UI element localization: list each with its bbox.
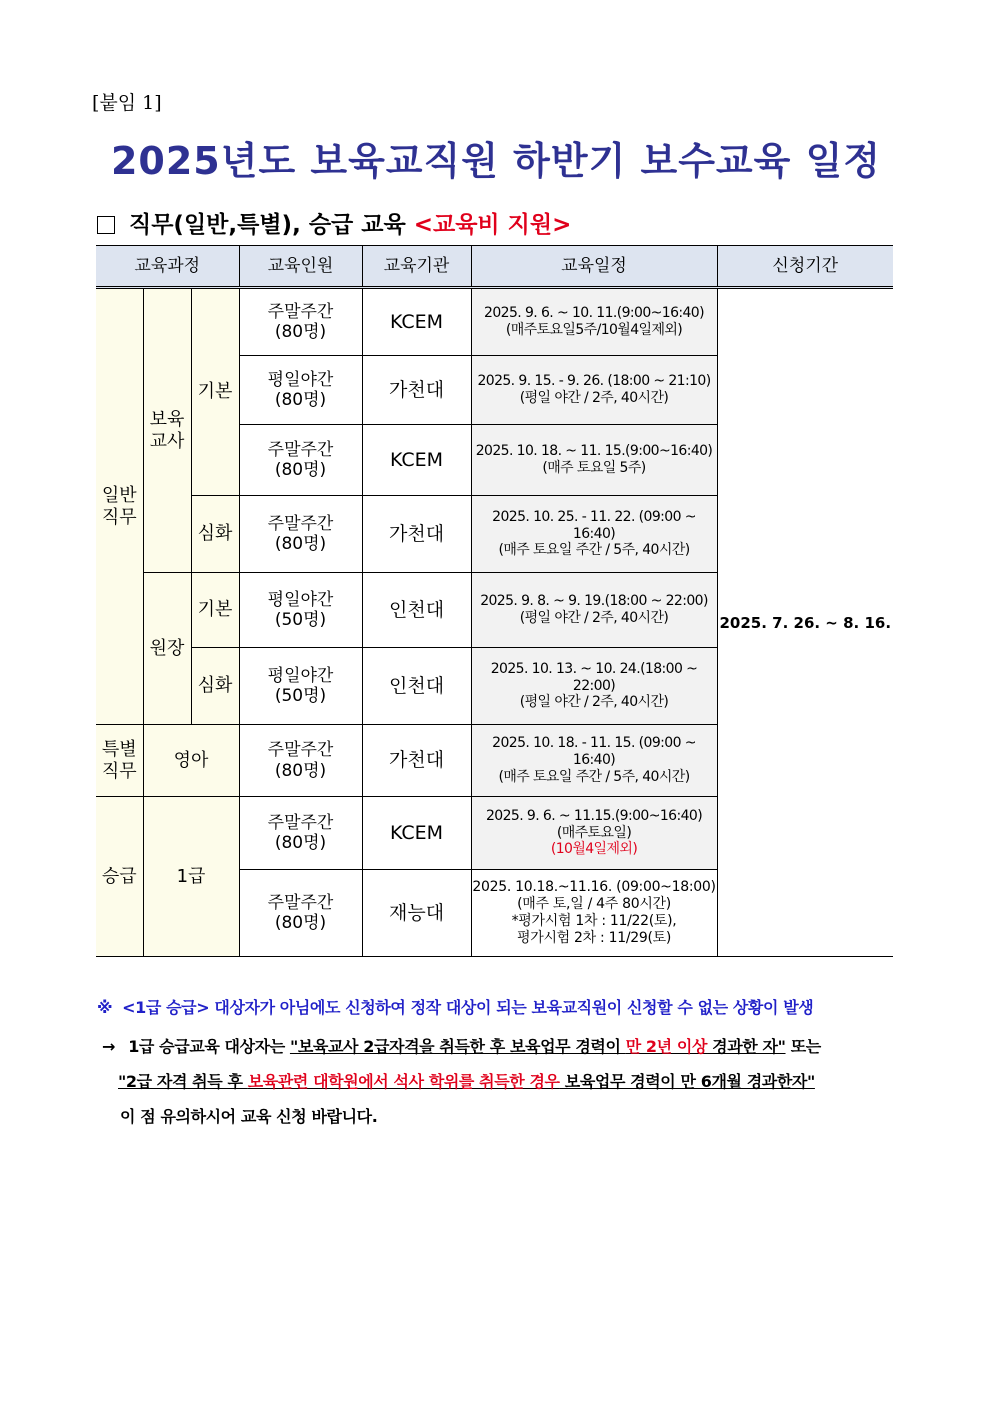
- group-director: 원장: [143, 573, 191, 725]
- cell-institution: 가천대: [362, 356, 471, 425]
- cell-schedule: 2025. 10. 13. ~ 10. 24.(18:00 ~ 22:00) (평일 야간 / 2주, 40시간): [471, 648, 717, 725]
- eligibility-line-2: [118, 1069, 815, 1092]
- eligibility-line-1: [102, 1034, 821, 1057]
- section-heading: [97, 206, 571, 239]
- schedule-red-note: (10월4일제외): [550, 841, 638, 858]
- cell-institution: 가천대: [362, 725, 471, 797]
- warning-text: <1급 승급> 대상자가 아님에도 신청하여 정작 대상이 되는 보육교직원이 신청할 수 없는 상황이 발생: [122, 998, 814, 1017]
- cell-institution: KCEM: [362, 797, 471, 870]
- cell-people: 평일야간 (80명): [239, 356, 362, 425]
- header-course: 교육과정: [96, 246, 239, 288]
- cell-schedule: 2025. 10. 18. - 11. 15. (09:00 ~ 16:40) (매주 토요일 주간 / 5주, 40시간): [471, 725, 717, 797]
- group-director-basic: 기본: [191, 573, 239, 648]
- note-underlined: [118, 1072, 815, 1091]
- header-people: 교육인원: [239, 246, 362, 288]
- cell-institution: 가천대: [362, 496, 471, 573]
- checkbox-square-icon: [97, 216, 115, 234]
- note-text: 보육업무 경력이 만 6개월 경과한자": [559, 1072, 815, 1091]
- group-special: 특별 직무: [96, 725, 143, 797]
- note-underlined: [290, 1037, 786, 1056]
- reference-mark: ※: [97, 998, 113, 1017]
- group-infant: 영아: [143, 725, 239, 797]
- table-row: [96, 288, 893, 356]
- group-teacher-basic: 기본: [191, 288, 239, 496]
- group-promotion: 승급: [96, 797, 143, 957]
- group-director-advanced: 심화: [191, 648, 239, 725]
- warning-note: [97, 995, 813, 1018]
- group-teacher-advanced: 심화: [191, 496, 239, 573]
- attachment-label: [붙임 1]: [92, 92, 162, 114]
- cell-people: 주말주간 (80명): [239, 425, 362, 496]
- cell-people: 주말주간 (80명): [239, 797, 362, 870]
- cell-institution: KCEM: [362, 288, 471, 356]
- note-red-text: 만 2년 이상: [625, 1037, 708, 1056]
- note-text: 경과한 자": [707, 1037, 786, 1056]
- cell-people: 평일야간 (50명): [239, 573, 362, 648]
- arrow-icon: →: [102, 1037, 116, 1056]
- cell-institution: 인천대: [362, 573, 471, 648]
- schedule-text: 2025. 9. 6. ~ 11.15.(9:00~16:40) (매주토요일): [485, 807, 703, 841]
- page-title: 2025년도 보육교직원 하반기 보수교육 일정: [110, 139, 881, 183]
- header-institution: 교육기관: [362, 246, 471, 288]
- header-period: 신청기간: [717, 246, 893, 288]
- group-grade1: 1급: [143, 797, 239, 957]
- table-header-row: [96, 246, 893, 288]
- note-text: "2급 자격 취득 후: [118, 1072, 248, 1091]
- cell-schedule: [471, 797, 717, 870]
- note-text: 또는: [785, 1037, 821, 1056]
- section-label: 직무(일반,특별), 승급 교육: [129, 212, 406, 238]
- header-schedule: 교육일정: [471, 246, 717, 288]
- section-support-label: <교육비 지원>: [413, 212, 572, 238]
- cell-people: 주말주간 (80명): [239, 725, 362, 797]
- cell-institution: KCEM: [362, 425, 471, 496]
- note-text: "보육교사 2급자격을 취득한 후 보육업무 경력이: [289, 1037, 626, 1056]
- cell-people: 주말주간 (80명): [239, 496, 362, 573]
- cell-schedule: 2025. 9. 15. - 9. 26. (18:00 ~ 21:10) (평일 야간 / 2주, 40시간): [471, 356, 717, 425]
- cell-institution: 인천대: [362, 648, 471, 725]
- cell-institution: 재능대: [362, 870, 471, 957]
- application-period: 2025. 7. 26. ~ 8. 16.: [717, 288, 893, 957]
- schedule-table: [96, 245, 893, 957]
- cell-people: 평일야간 (50명): [239, 648, 362, 725]
- group-teacher: 보육 교사: [143, 288, 191, 573]
- cell-schedule: 2025. 10.18.~11.16. (09:00~18:00) (매주 토,일 / 4주 80시간) *평가시험 1차 : 11/22(토), 평가시험 2차 : 11/29(토): [471, 870, 717, 957]
- cell-schedule: 2025. 10. 25. - 11. 22. (09:00 ~ 16:40) (매주 토요일 주간 / 5주, 40시간): [471, 496, 717, 573]
- cell-schedule: 2025. 9. 8. ~ 9. 19.(18:00 ~ 22:00) (평일 야간 / 2주, 40시간): [471, 573, 717, 648]
- cell-schedule: 2025. 10. 18. ~ 11. 15.(9:00~16:40) (매주 토요일 5주): [471, 425, 717, 496]
- cell-people: 주말주간 (80명): [239, 870, 362, 957]
- group-general: 일반 직무: [96, 288, 143, 725]
- note-text: 1급 승급교육 대상자는: [128, 1037, 290, 1056]
- cell-schedule: 2025. 9. 6. ~ 10. 11.(9:00~16:40) (매주토요일5주/10월4일제외): [471, 288, 717, 356]
- cell-people: 주말주간 (80명): [239, 288, 362, 356]
- closing-note: 이 점 유의하시어 교육 신청 바랍니다.: [120, 1107, 378, 1126]
- note-red-text: 보육관련 대학원에서 석사 학위를 취득한 경우: [247, 1072, 560, 1091]
